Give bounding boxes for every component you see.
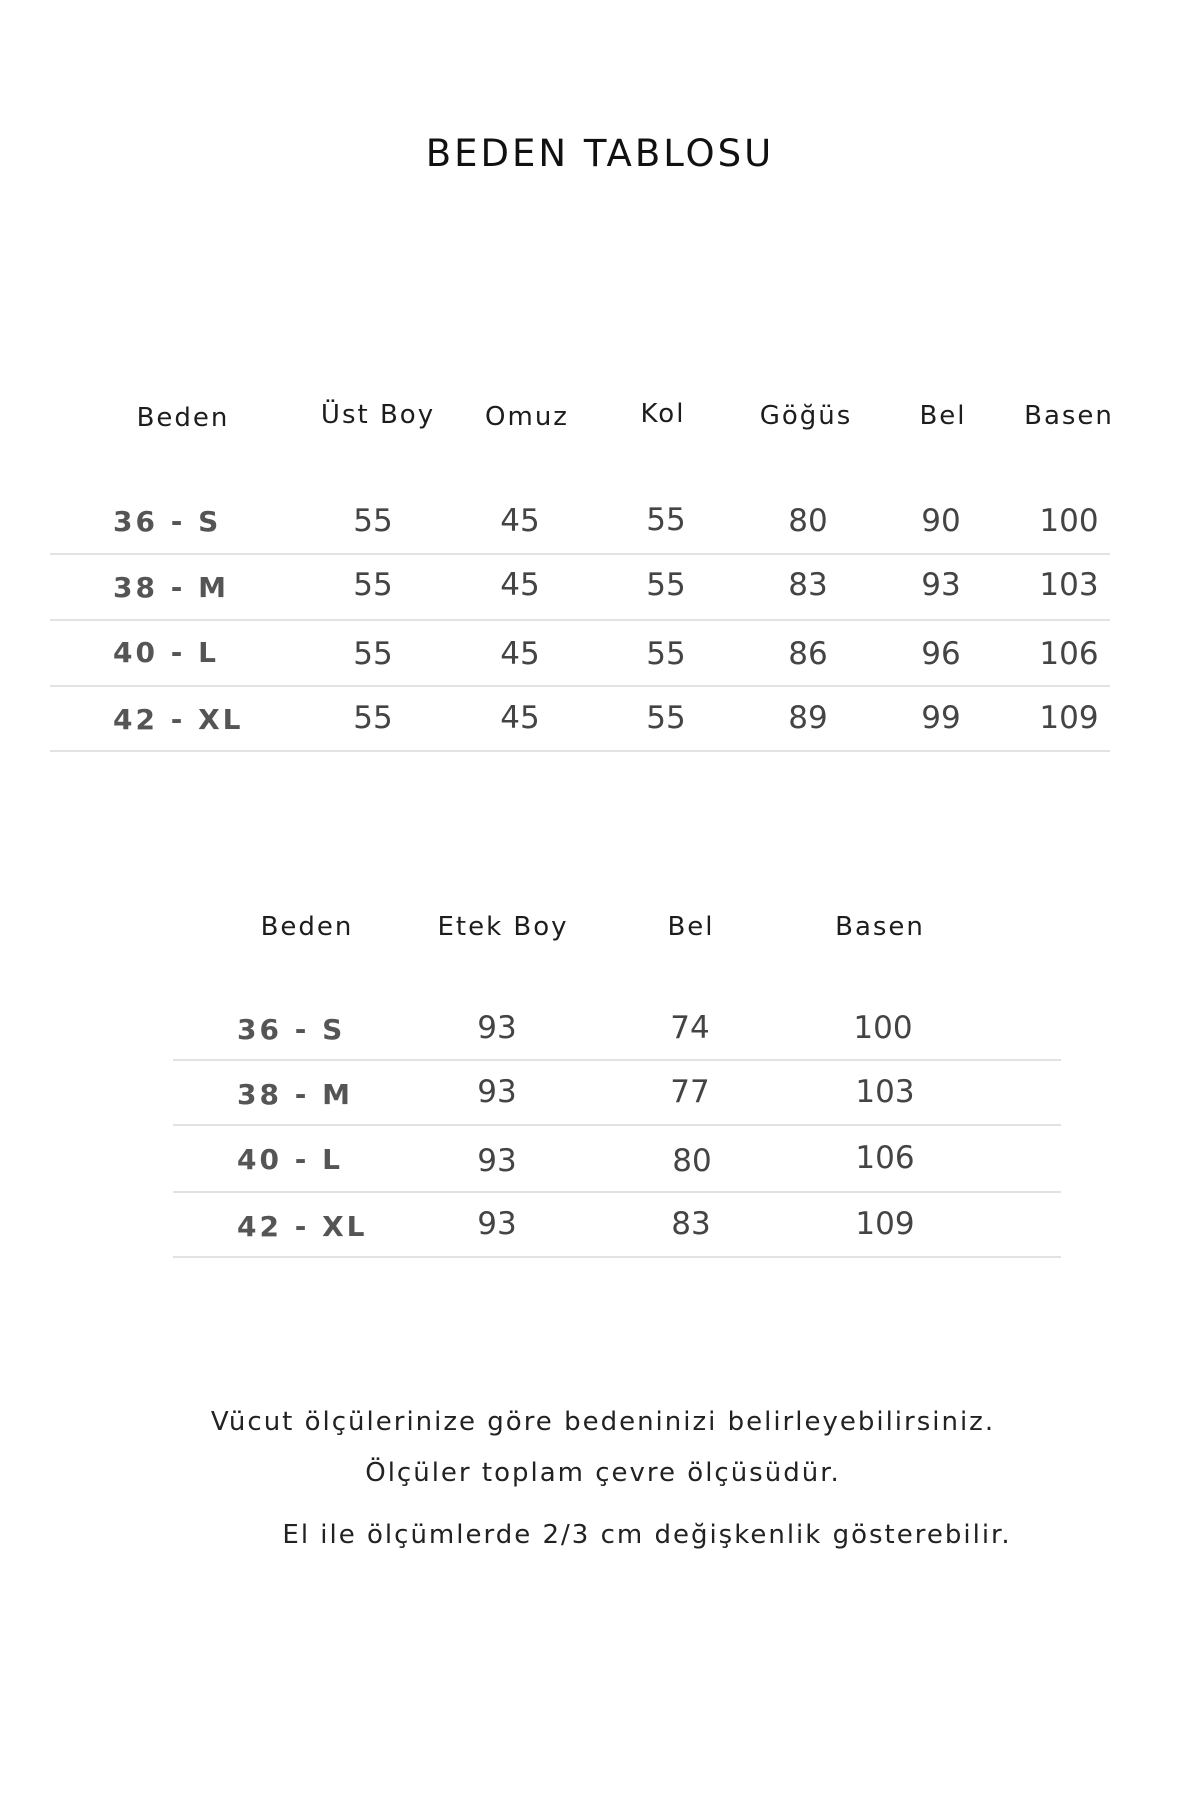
cell-bel: 80 bbox=[672, 1143, 712, 1179]
note-line: Ölçüler toplam çevre ölçüsüdür. bbox=[365, 1458, 841, 1488]
cell-etek-boy: 93 bbox=[477, 1206, 517, 1242]
cell-etek-boy: 93 bbox=[477, 1074, 517, 1110]
header-beden: Beden bbox=[260, 912, 354, 942]
row-divider bbox=[50, 750, 1110, 752]
cell-basen: 100 bbox=[1039, 503, 1099, 539]
cell-omuz: 45 bbox=[500, 567, 540, 603]
cell-gogus: 83 bbox=[788, 567, 828, 603]
cell-basen: 106 bbox=[855, 1140, 915, 1176]
cell-ust-boy: 55 bbox=[353, 567, 393, 603]
cell-ust-boy: 55 bbox=[353, 700, 393, 736]
cell-basen: 106 bbox=[1039, 636, 1099, 672]
row-divider bbox=[50, 685, 1110, 687]
cell-gogus: 89 bbox=[788, 700, 828, 736]
cell-kol: 55 bbox=[646, 636, 686, 672]
size-label: 36 - S bbox=[113, 505, 222, 538]
cell-etek-boy: 93 bbox=[477, 1010, 517, 1046]
header-basen: Basen bbox=[1024, 401, 1114, 431]
cell-etek-boy: 93 bbox=[477, 1143, 517, 1179]
cell-bel: 90 bbox=[921, 503, 961, 539]
size-label: 38 - M bbox=[113, 571, 229, 604]
row-divider bbox=[173, 1191, 1061, 1193]
row-divider bbox=[173, 1124, 1061, 1126]
cell-omuz: 45 bbox=[500, 636, 540, 672]
row-divider bbox=[173, 1059, 1061, 1061]
cell-bel: 74 bbox=[670, 1010, 710, 1046]
cell-kol: 55 bbox=[646, 567, 686, 603]
cell-kol: 55 bbox=[646, 700, 686, 736]
header-ust-boy: Üst Boy bbox=[320, 400, 436, 430]
cell-bel: 93 bbox=[921, 567, 961, 603]
cell-gogus: 86 bbox=[788, 636, 828, 672]
note-line: El ile ölçümlerde 2/3 cm değişkenlik gösterebilir. bbox=[282, 1520, 1012, 1550]
header-omuz: Omuz bbox=[485, 402, 569, 432]
cell-bel: 77 bbox=[670, 1074, 710, 1110]
cell-gogus: 80 bbox=[788, 503, 828, 539]
size-label: 38 - M bbox=[237, 1078, 353, 1111]
cell-kol: 55 bbox=[646, 502, 686, 538]
header-bel: Bel bbox=[919, 401, 967, 431]
size-label: 42 - XL bbox=[113, 703, 244, 736]
size-label: 42 - XL bbox=[237, 1210, 368, 1243]
cell-ust-boy: 55 bbox=[353, 636, 393, 672]
cell-omuz: 45 bbox=[500, 700, 540, 736]
cell-bel: 99 bbox=[921, 700, 961, 736]
header-basen: Basen bbox=[835, 912, 925, 942]
header-kol: Kol bbox=[640, 399, 686, 429]
size-label: 36 - S bbox=[237, 1013, 346, 1046]
header-beden: Beden bbox=[136, 403, 230, 433]
row-divider bbox=[50, 619, 1110, 621]
page-title: BEDEN TABLOSU bbox=[425, 132, 775, 175]
cell-omuz: 45 bbox=[500, 503, 540, 539]
header-gogus: Göğüs bbox=[759, 401, 853, 431]
cell-basen: 103 bbox=[1039, 567, 1099, 603]
header-etek-boy: Etek Boy bbox=[437, 912, 569, 942]
cell-basen: 109 bbox=[1039, 700, 1099, 736]
cell-basen: 100 bbox=[853, 1010, 913, 1046]
header-bel: Bel bbox=[667, 912, 715, 942]
row-divider bbox=[50, 553, 1110, 555]
cell-bel: 96 bbox=[921, 636, 961, 672]
cell-bel: 83 bbox=[671, 1206, 711, 1242]
cell-basen: 103 bbox=[855, 1074, 915, 1110]
row-divider bbox=[173, 1256, 1061, 1258]
cell-ust-boy: 55 bbox=[353, 503, 393, 539]
note-line: Vücut ölçülerinize göre bedeninizi belirleyebilirsiniz. bbox=[210, 1407, 996, 1437]
size-label: 40 - L bbox=[113, 636, 219, 669]
cell-basen: 109 bbox=[855, 1206, 915, 1242]
size-label: 40 - L bbox=[237, 1143, 343, 1176]
